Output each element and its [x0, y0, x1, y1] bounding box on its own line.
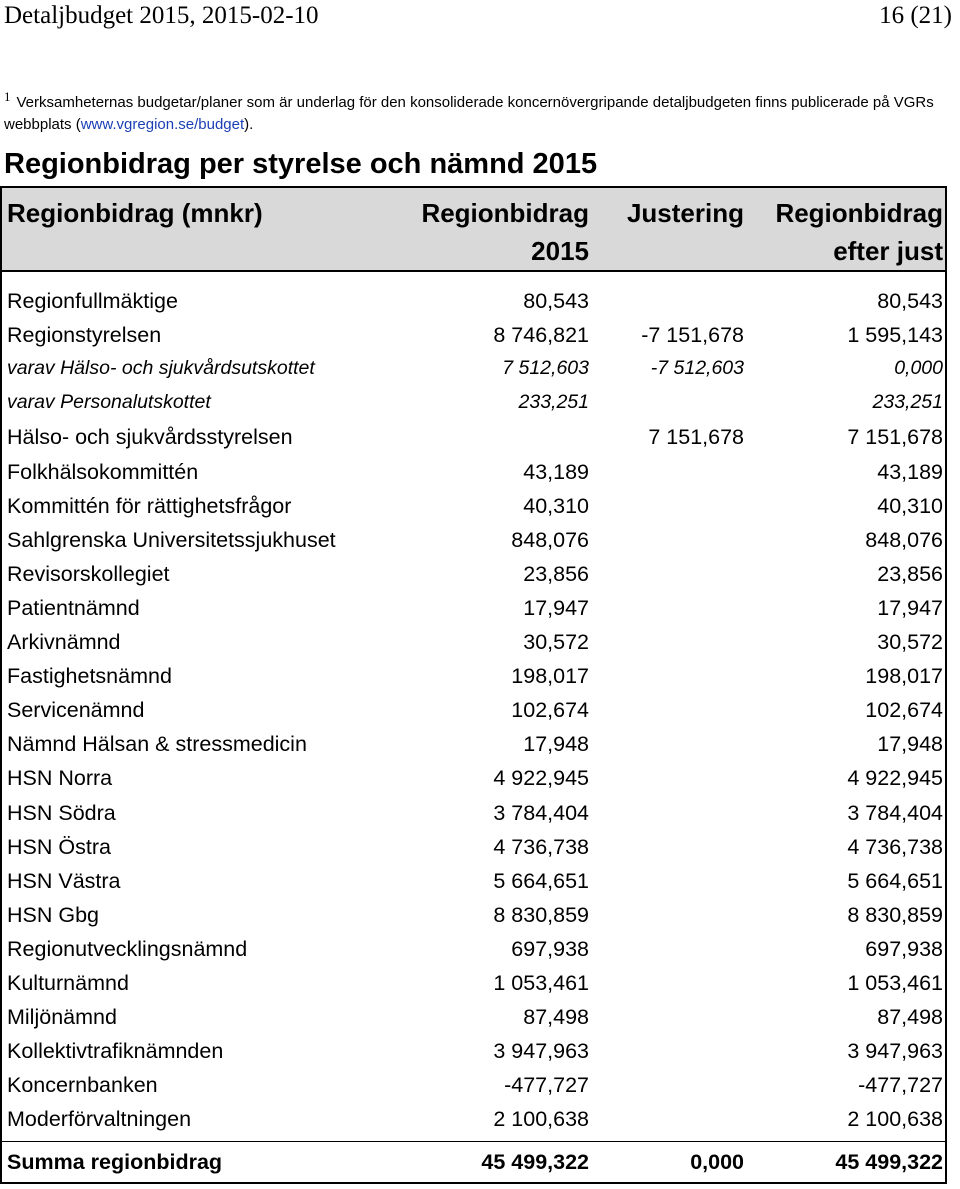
- total-efter-just: 45 499,322: [835, 1150, 943, 1174]
- total-justering: 0,000: [690, 1150, 744, 1174]
- table-header: [2, 188, 945, 272]
- organisation-cell: Miljönämnd: [7, 1005, 117, 1030]
- organisation-cell: Regionutvecklingsnämnd: [7, 936, 248, 961]
- organisation-cell: Patientnämnd: [7, 595, 140, 620]
- regionbidrag-2015-cell: 17,947: [523, 595, 589, 620]
- efter-just-cell: 17,948: [877, 732, 943, 757]
- regionbidrag-2015-cell: 848,076: [511, 527, 589, 552]
- budget-link[interactable]: www.vgregion.se/budget: [80, 116, 245, 133]
- table-row: [2, 762, 945, 796]
- table-row: [2, 456, 945, 490]
- efter-just-cell: 0,000: [894, 357, 943, 380]
- organisation-cell: Kommittén för rättighetsfrågor: [7, 493, 292, 518]
- table-row: [2, 387, 945, 421]
- header-efter-just-line2: efter just: [833, 236, 943, 266]
- page-header: [0, 0, 960, 40]
- regionbidrag-2015-cell: 23,856: [523, 561, 589, 586]
- efter-just-cell: 1 053,461: [847, 971, 943, 995]
- regionbidrag-2015-cell: -477,727: [504, 1073, 589, 1098]
- efter-just-cell: 2 100,638: [847, 1107, 943, 1132]
- regionbidrag-2015-cell: 8 830,859: [493, 902, 589, 927]
- organisation-cell: HSN Östra: [7, 834, 111, 859]
- table-row: [2, 660, 945, 694]
- efter-just-cell: 198,017: [865, 664, 943, 689]
- organisation-cell: Koncernbanken: [7, 1073, 158, 1098]
- organisation-cell: Kulturnämnd: [7, 971, 129, 995]
- efter-just-cell: 848,076: [865, 527, 943, 552]
- table-row: [2, 524, 945, 558]
- organisation-cell: Servicenämnd: [7, 698, 145, 723]
- efter-just-cell: 40,310: [877, 493, 943, 518]
- organisation-cell: Regionfullmäktige: [7, 289, 178, 313]
- regionbidrag-2015-cell: 5 664,651: [493, 868, 589, 893]
- footnote-text: Verksamheternas budgetar/planer som är underlag för den konsoliderade koncernövergripande detaljbudgeten finns publicerade på VGRs webbplats (: [4, 94, 934, 133]
- efter-just-cell: 697,938: [865, 936, 943, 961]
- regionbidrag-2015-cell: 4 922,945: [493, 766, 589, 791]
- efter-just-cell: 4 736,738: [847, 834, 943, 859]
- page-number: 16 (21): [879, 2, 952, 29]
- organisation-cell: Hälso- och sjukvårdsstyrelsen: [7, 425, 293, 450]
- organisation-cell: Kollektivtrafiknämnden: [7, 1039, 224, 1064]
- efter-just-cell: 8 830,859: [847, 902, 943, 927]
- organisation-cell: HSN Västra: [7, 868, 121, 893]
- table-row: [2, 558, 945, 592]
- table-row: [2, 353, 945, 387]
- regionbidrag-2015-cell: 80,543: [523, 289, 589, 313]
- header-organisation: Regionbidrag (mnkr): [7, 198, 263, 228]
- regionbidrag-2015-cell: 3 947,963: [493, 1039, 589, 1064]
- efter-just-cell: 23,856: [877, 561, 943, 586]
- regionbidrag-2015-cell: 30,572: [523, 630, 589, 654]
- efter-just-cell: 102,674: [865, 698, 943, 723]
- table-row: [2, 1035, 945, 1069]
- table-row: [2, 319, 945, 353]
- organisation-cell: HSN Norra: [7, 766, 113, 791]
- footnote-text-end: ).: [244, 116, 254, 133]
- regionbidrag-2015-cell: 40,310: [523, 493, 589, 518]
- table-row: [2, 592, 945, 626]
- table-row: [2, 865, 945, 899]
- organisation-cell: Sahlgrenska Universitetssjukhuset: [7, 527, 336, 552]
- table-row: [2, 831, 945, 865]
- total-divider: [2, 1141, 945, 1142]
- total-row: [2, 1146, 945, 1180]
- table-row: [2, 490, 945, 524]
- footnote: [4, 89, 956, 136]
- document-title: Detaljbudget 2015, 2015-02-10: [4, 2, 319, 29]
- efter-just-cell: 3 947,963: [847, 1039, 943, 1064]
- organisation-cell: Folkhälsokommittén: [7, 459, 199, 484]
- table-row: [2, 967, 945, 1001]
- organisation-cell: HSN Gbg: [7, 902, 100, 927]
- efter-just-cell: -477,727: [858, 1073, 943, 1098]
- efter-just-cell: 43,189: [877, 459, 943, 484]
- efter-just-cell: 5 664,651: [847, 868, 943, 893]
- organisation-cell: HSN Södra: [7, 800, 116, 825]
- regionbidrag-2015-cell: 43,189: [523, 459, 589, 484]
- header-justering: Justering: [626, 198, 744, 228]
- table-row: [2, 933, 945, 967]
- regionbidrag-2015-cell: 3 784,404: [493, 800, 589, 825]
- efter-just-cell: 7 151,678: [847, 425, 943, 450]
- section-title: Regionbidrag per styrelse och nämnd 2015: [4, 148, 598, 180]
- organisation-cell: Regionstyrelsen: [7, 323, 162, 348]
- regionbidrag-2015-cell: 102,674: [511, 698, 589, 723]
- organisation-cell: Fastighetsnämnd: [7, 664, 172, 689]
- efter-just-cell: 30,572: [877, 630, 943, 654]
- efter-just-cell: 4 922,945: [847, 766, 943, 791]
- efter-just-cell: 87,498: [877, 1005, 943, 1030]
- table-row: [2, 1103, 945, 1137]
- efter-just-cell: 233,251: [872, 391, 943, 414]
- table-row: [2, 285, 945, 319]
- table-row: [2, 421, 945, 455]
- organisation-cell: varav Personalutskottet: [7, 391, 211, 414]
- organisation-cell: Arkivnämnd: [7, 630, 121, 654]
- table-row: [2, 899, 945, 933]
- table-row: [2, 797, 945, 831]
- organisation-cell: Nämnd Hälsan & stressmedicin: [7, 732, 307, 757]
- organisation-cell: Revisorskollegiet: [7, 561, 170, 586]
- table-row: [2, 728, 945, 762]
- regionbidrag-2015-cell: 4 736,738: [493, 834, 589, 859]
- efter-just-cell: 17,947: [877, 595, 943, 620]
- header-regionbidrag-2015-line2: 2015: [531, 236, 589, 266]
- regionbidrag-2015-cell: 1 053,461: [493, 971, 589, 995]
- table-row: [2, 1001, 945, 1035]
- budget-table: [0, 186, 947, 1184]
- organisation-cell: varav Hälso- och sjukvårdsutskottet: [7, 357, 315, 380]
- organisation-cell: Moderförvaltningen: [7, 1107, 192, 1132]
- header-regionbidrag-2015-line1: Regionbidrag: [421, 198, 589, 228]
- justering-cell: -7 512,603: [650, 357, 744, 380]
- total-label: Summa regionbidrag: [7, 1150, 223, 1174]
- efter-just-cell: 80,543: [877, 289, 943, 313]
- efter-just-cell: 1 595,143: [847, 323, 943, 348]
- header-efter-just-line1: Regionbidrag: [775, 198, 943, 228]
- justering-cell: -7 151,678: [641, 323, 744, 348]
- table-row: [2, 626, 945, 660]
- regionbidrag-2015-cell: 2 100,638: [493, 1107, 589, 1132]
- regionbidrag-2015-cell: 233,251: [518, 391, 589, 414]
- efter-just-cell: 3 784,404: [847, 800, 943, 825]
- regionbidrag-2015-cell: 7 512,603: [502, 357, 589, 380]
- regionbidrag-2015-cell: 697,938: [511, 936, 589, 961]
- regionbidrag-2015-cell: 17,948: [523, 732, 589, 757]
- regionbidrag-2015-cell: 87,498: [523, 1005, 589, 1030]
- regionbidrag-2015-cell: 8 746,821: [493, 323, 589, 348]
- table-row: [2, 1069, 945, 1103]
- regionbidrag-2015-cell: 198,017: [511, 664, 589, 689]
- footnote-number: 1: [4, 89, 11, 104]
- table-row: [2, 694, 945, 728]
- total-regionbidrag-2015: 45 499,322: [481, 1150, 589, 1174]
- justering-cell: 7 151,678: [648, 425, 744, 450]
